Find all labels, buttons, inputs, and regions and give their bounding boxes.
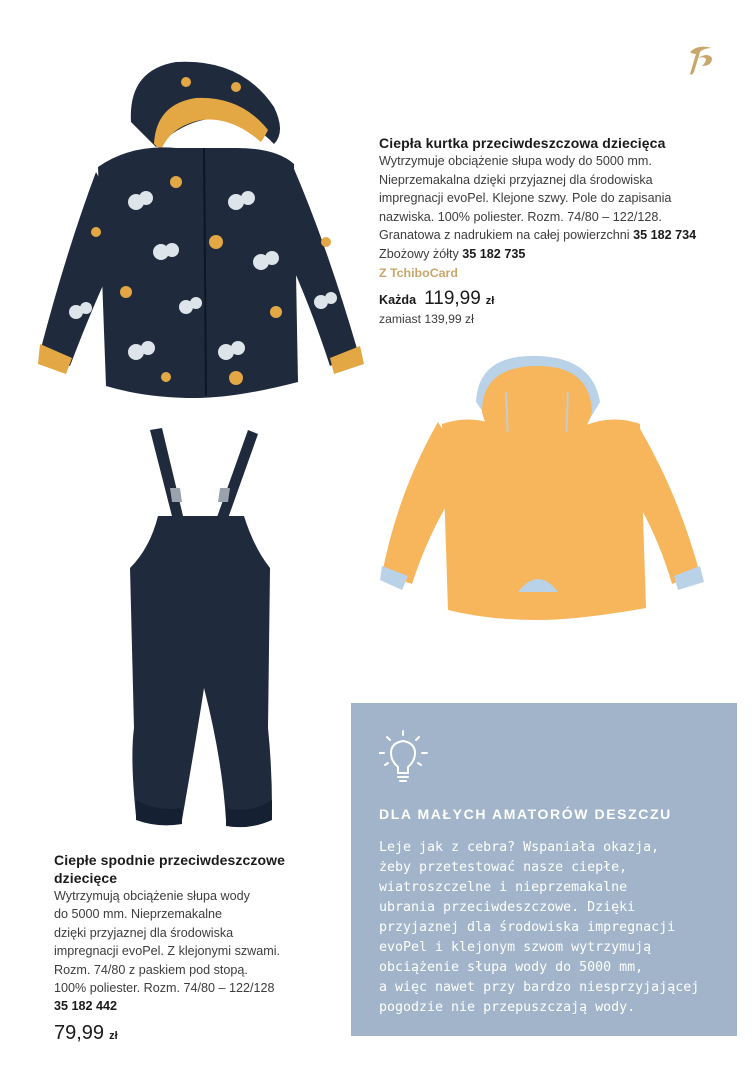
- desc-line: impregnacji evoPel. Klejone szwy. Pole do zapisania: [379, 191, 672, 206]
- price-label: Każda: [379, 292, 417, 307]
- desc-line: 100% poliester. Rozm. 74/80 – 122/128: [54, 981, 275, 996]
- info-line: wiatroszczelne i nieprzemakalne: [379, 880, 628, 895]
- product-pants-code: 35 182 442: [54, 999, 118, 1014]
- desc-line: impregnacji evoPel. Z klejonymi szwami.: [54, 944, 281, 959]
- info-line: Leje jak z cebra? Wspaniała okazja,: [379, 840, 660, 855]
- price-value: 119,99: [424, 287, 481, 309]
- navy-rain-jacket-image: [36, 52, 366, 400]
- desc-line: dzięki przyjaznej dla środowiska: [54, 925, 234, 940]
- info-text: [379, 838, 725, 1018]
- product-jacket-price: [379, 288, 719, 310]
- lightbulb-icon: [379, 729, 433, 787]
- variant-yellow-code: 35 182 735: [462, 246, 526, 261]
- yellow-rain-jacket-image: [378, 352, 706, 620]
- product-pants-description: [54, 887, 324, 1016]
- old-price: zamiast 139,99 zł: [379, 311, 474, 326]
- tchibo-logo-icon: [684, 42, 718, 78]
- product-jacket-title: Ciepła kurtka przeciwdeszczowa dziecięca: [379, 135, 666, 151]
- info-box: [351, 703, 737, 1036]
- price-currency: zł: [485, 294, 495, 307]
- info-line: żeby przetestować nasze ciepłe,: [379, 860, 628, 875]
- desc-line: do 5000 mm. Nieprzemakalne: [54, 907, 222, 922]
- info-title: DLA MAŁYCH AMATORÓW DESZCZU: [379, 806, 672, 822]
- product-pants-title: [54, 851, 324, 887]
- info-line: pogodzie nie przepuszczają wody.: [379, 1000, 636, 1015]
- desc-line: Wytrzymują obciążenie słupa wody: [54, 889, 250, 903]
- info-line: przyjaznej dla środowiska impregnacji: [379, 920, 676, 935]
- info-line: obciążenie słupa wody do 5000 mm,: [379, 960, 644, 975]
- tchibocard-label: Z TchiboCard: [379, 265, 458, 280]
- desc-line: Nieprzemakalna dzięki przyjaznej dla środowiska: [379, 172, 653, 187]
- desc-line: Rozm. 74/80 z paskiem pod stopą.: [54, 962, 248, 977]
- title-line: Ciepłe spodnie przeciwdeszczowe: [54, 852, 286, 868]
- variant-navy-label: Granatowa z nadrukiem na całej powierzchni: [379, 228, 630, 243]
- info-line: a więc nawet przy bardzo niesprzyjającej: [379, 980, 700, 995]
- info-line: evoPel i klejonym szwom wytrzymują: [379, 940, 652, 955]
- variant-navy: [379, 226, 719, 245]
- variant-yellow: [379, 245, 719, 264]
- desc-line: Wytrzymuje obciążenie słupa wody do 5000 mm.: [379, 154, 652, 168]
- product-jacket-description: [379, 152, 719, 264]
- navy-rain-pants-image: [122, 428, 278, 830]
- variant-yellow-label: Zbożowy żółty: [379, 246, 459, 261]
- product-pants-info: [54, 851, 324, 1045]
- price-currency: zł: [109, 1029, 118, 1042]
- price-value: 79,99: [54, 1021, 105, 1044]
- info-line: ubrania przeciwdeszczowe. Dzięki: [379, 900, 636, 915]
- product-pants-price: [54, 1022, 324, 1045]
- desc-line: nazwiska. 100% poliester. Rozm. 74/80 – 122/128.: [379, 209, 662, 224]
- title-line: dziecięce: [54, 870, 118, 886]
- product-jacket-info: [379, 134, 719, 328]
- variant-navy-code: 35 182 734: [633, 228, 697, 243]
